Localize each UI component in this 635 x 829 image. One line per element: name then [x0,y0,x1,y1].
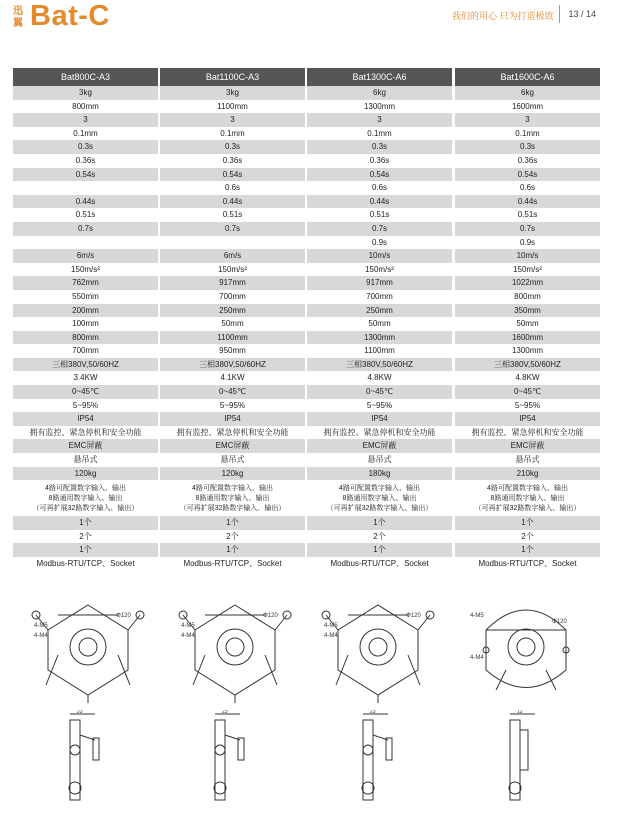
spec-cell: Modbus-RTU/TCP、Socket [330,559,429,568]
spec-cell: 700mm [72,346,99,356]
spec-cell: 1022mm [455,276,600,290]
spec-cell: 1600mm [455,331,600,345]
spec-cell: 800mm [13,331,158,345]
spec-cell [160,236,305,250]
spec-cell: 1个 [307,543,452,557]
spec-cell: 0.3s [13,140,158,154]
spec-cell: 悬吊式 [73,455,98,465]
spec-cell: 917mm [307,276,452,290]
spec-cell: 700mm [219,291,246,301]
spec-cell: 0.54s [160,168,305,182]
spec-cell: 0.54s [13,168,158,182]
spec-cell: 1100mm [364,346,395,356]
page-header [0,0,635,40]
dim-label: 4-M5 [34,623,48,629]
spec-cell: 700mm [366,291,393,301]
dim-label: 23 [222,710,228,715]
spec-cell: Modbus-RTU/TCP、Socket [36,559,135,568]
spec-cell: 1300mm [511,346,544,356]
spec-cell: 5~95% [366,400,393,410]
dim-label: Φ120 [116,613,131,619]
spec-cell: 拥有监控、紧急停机和安全功能 [29,427,142,437]
spec-cell: 拥有监控、紧急停机和安全功能 [471,427,584,437]
spec-cell: 1个 [307,516,452,530]
model-header: Bat1600C-A6 [455,68,600,86]
spec-cell: 2个 [521,531,534,541]
spec-cell: 120kg [13,467,158,481]
spec-cell: 0.36s [369,155,390,165]
spec-cell: 0.1mm [220,128,245,138]
spec-cell: 550mm [72,291,99,301]
spec-cell: 悬吊式 [367,455,392,465]
spec-cell: EMC屏蔽 [455,439,600,453]
spec-cell: 3.4KW [73,373,98,383]
spec-cell: 1个 [160,516,305,530]
spec-cell: 150m/s² [365,264,394,274]
model-column [307,68,452,571]
spec-cell: 0.7s [13,222,158,236]
dim-label: Φ120 [263,613,278,619]
brand-title: Bat-C [30,0,110,32]
page-number: 13 / 14 [559,5,596,23]
spec-cell: 210kg [455,467,600,481]
spec-cell: 三相380V,50/60HZ [455,358,600,372]
spec-cell: 0.44s [455,195,600,209]
spec-cell [13,181,158,195]
spec-cell: 100mm [72,319,99,329]
dim-label: 4-M4 [34,633,48,639]
spec-cell: 5~95% [72,400,99,410]
spec-cell: 0.36s [75,155,96,165]
spec-cell: 0~45℃ [160,385,305,399]
spec-cell: 0.6s [224,183,241,193]
spec-cell: 950mm [219,346,246,356]
dim-label: 12 [517,710,523,715]
spec-cell: 2个 [373,531,386,541]
spec-cell: 1个 [160,543,305,557]
spec-cell: 4路可配置数字输入、输出 8路通用数字输入、输出 （可再扩展32路数字输入、输出） [326,485,433,513]
spec-cell: 5~95% [219,400,246,410]
side-view-drawing-3 [348,710,408,810]
brand-cn: 迅翼 [13,6,23,29]
spec-cell: 6kg [307,86,452,100]
spec-cell: 拥有监控、紧急停机和安全功能 [176,427,289,437]
top-view-drawing-1 [28,595,148,705]
spec-cell: 50mm [368,319,391,329]
spec-cell: 4.8KW [367,373,392,383]
spec-cell: 4.1KW [220,373,245,383]
spec-cell: 150m/s² [218,264,247,274]
dim-label: Φ120 [552,619,567,625]
spec-cell: 1个 [13,516,158,530]
spec-cell: IP54 [307,412,452,426]
spec-cell: 2个 [79,531,92,541]
spec-cell: 6m/s [13,249,158,263]
spec-cell: 10m/s [455,249,600,263]
spec-cell: 0.3s [455,140,600,154]
spec-cell: 1个 [13,543,158,557]
spec-cell: 0.51s [222,210,243,220]
spec-cell: 0.44s [13,195,158,209]
spec-cell: 917mm [160,276,305,290]
model-header: Bat800C-A3 [13,68,158,86]
spec-cell: 0.36s [222,155,243,165]
spec-cell: 0.6s [371,183,388,193]
spec-cell: EMC屏蔽 [160,439,305,453]
top-view-drawing-3 [318,595,438,705]
model-header: Bat1100C-A3 [160,68,305,86]
spec-cell: 800mm [514,291,541,301]
spec-cell: 350mm [455,304,600,318]
spec-cell: 762mm [13,276,158,290]
spec-cell: 200mm [13,304,158,318]
spec-cell: 拥有监控、紧急停机和安全功能 [323,427,436,437]
spec-cell: 0.51s [75,210,96,220]
spec-cell: 1100mm [217,101,248,111]
spec-cell: 0.1mm [367,128,392,138]
spec-cell: 250mm [307,304,452,318]
spec-cell: 0.7s [160,222,305,236]
spec-cell: 三相380V,50/60HZ [160,358,305,372]
spec-cell: 4路可配置数字输入、输出 8路通用数字输入、输出 （可再扩展32路数字输入、输出） [32,485,139,513]
spec-cell: 悬吊式 [515,455,540,465]
side-view-drawing-1 [55,710,115,810]
spec-cell: 50mm [516,319,539,329]
spec-cell: 0.3s [307,140,452,154]
spec-cell: 6m/s [160,249,305,263]
side-view-drawing-4 [495,710,555,810]
dim-label: 4-M4 [181,633,195,639]
spec-cell: Modbus-RTU/TCP、Socket [183,559,282,568]
spec-cell: 0~45℃ [455,385,600,399]
spec-cell: 三相380V,50/60HZ [307,358,452,372]
spec-cell: 0~45℃ [13,385,158,399]
spec-cell: 180kg [307,467,452,481]
spec-cell: 1600mm [511,101,544,111]
spec-cell: 3kg [13,86,158,100]
side-view-drawing-2 [200,710,260,810]
spec-cell: 0.51s [369,210,390,220]
spec-cell: 3 [307,113,452,127]
spec-cell: 50mm [221,319,244,329]
spec-cell: 0.3s [160,140,305,154]
spec-cell: 0.54s [307,168,452,182]
spec-cell: Modbus-RTU/TCP、Socket [478,559,577,568]
spec-cell: 4路可配置数字输入、输出 8路通用数字输入、输出 （可再扩展32路数字输入、输出） [179,485,286,513]
spec-cell: 3 [455,113,600,127]
dim-label: 23 [370,710,376,715]
slogan: 我们的用心 只为打造极致 [452,11,554,21]
spec-cell: 0.9s [371,237,388,247]
spec-cell: 0.1mm [73,128,98,138]
spec-cell: 0.44s [160,195,305,209]
spec-cell: 0.54s [455,168,600,182]
spec-cell: 150m/s² [513,264,542,274]
dim-label: 23 [77,710,83,715]
spec-cell: 1个 [455,543,600,557]
spec-cell: 6kg [455,86,600,100]
spec-cell: 800mm [72,101,99,111]
spec-cell: 1100mm [160,331,305,345]
spec-cell: 0~45℃ [307,385,452,399]
spec-cell: 悬吊式 [220,455,245,465]
model-column [455,68,600,571]
spec-cell: 0.44s [307,195,452,209]
spec-cell: 1个 [455,516,600,530]
spec-cell: 三相380V,50/60HZ [13,358,158,372]
dim-label: 4-M5 [470,613,484,619]
spec-cell: 0.9s [519,237,536,247]
model-column [13,68,158,571]
spec-cell: 0.36s [517,155,538,165]
spec-cell: IP54 [455,412,600,426]
spec-cell: 1300mm [363,101,396,111]
spec-cell: 0.7s [307,222,452,236]
spec-cell: IP54 [160,412,305,426]
spec-cell: 2个 [226,531,239,541]
spec-cell: IP54 [13,412,158,426]
spec-cell: 150m/s² [71,264,100,274]
spec-cell: EMC屏蔽 [13,439,158,453]
spec-cell: 1300mm [307,331,452,345]
top-view-drawing-4 [466,595,586,705]
spec-cell: 3 [160,113,305,127]
spec-cell: 10m/s [307,249,452,263]
dim-label: 4-M4 [470,655,484,661]
spec-cell: 120kg [160,467,305,481]
model-header: Bat1300C-A6 [307,68,452,86]
dim-label: 4-M5 [324,623,338,629]
model-column [160,68,305,571]
spec-cell: 0.1mm [515,128,540,138]
dim-label: Φ120 [406,613,421,619]
spec-cell: 0.51s [517,210,538,220]
spec-cell [13,236,158,250]
spec-cell: 4.8KW [515,373,540,383]
spec-cell: 0.7s [455,222,600,236]
spec-cell: 250mm [160,304,305,318]
top-view-drawing-2 [175,595,295,705]
spec-cell: EMC屏蔽 [307,439,452,453]
spec-cell: 5~95% [514,400,541,410]
dim-label: 4-M4 [324,633,338,639]
spec-cell: 4路可配置数字输入、输出 8路通用数字输入、输出 （可再扩展32路数字输入、输出） [474,485,581,513]
spec-cell: 3kg [160,86,305,100]
spec-cell: 0.6s [519,183,536,193]
spec-cell: 3 [13,113,158,127]
dim-label: 4-M5 [181,623,195,629]
